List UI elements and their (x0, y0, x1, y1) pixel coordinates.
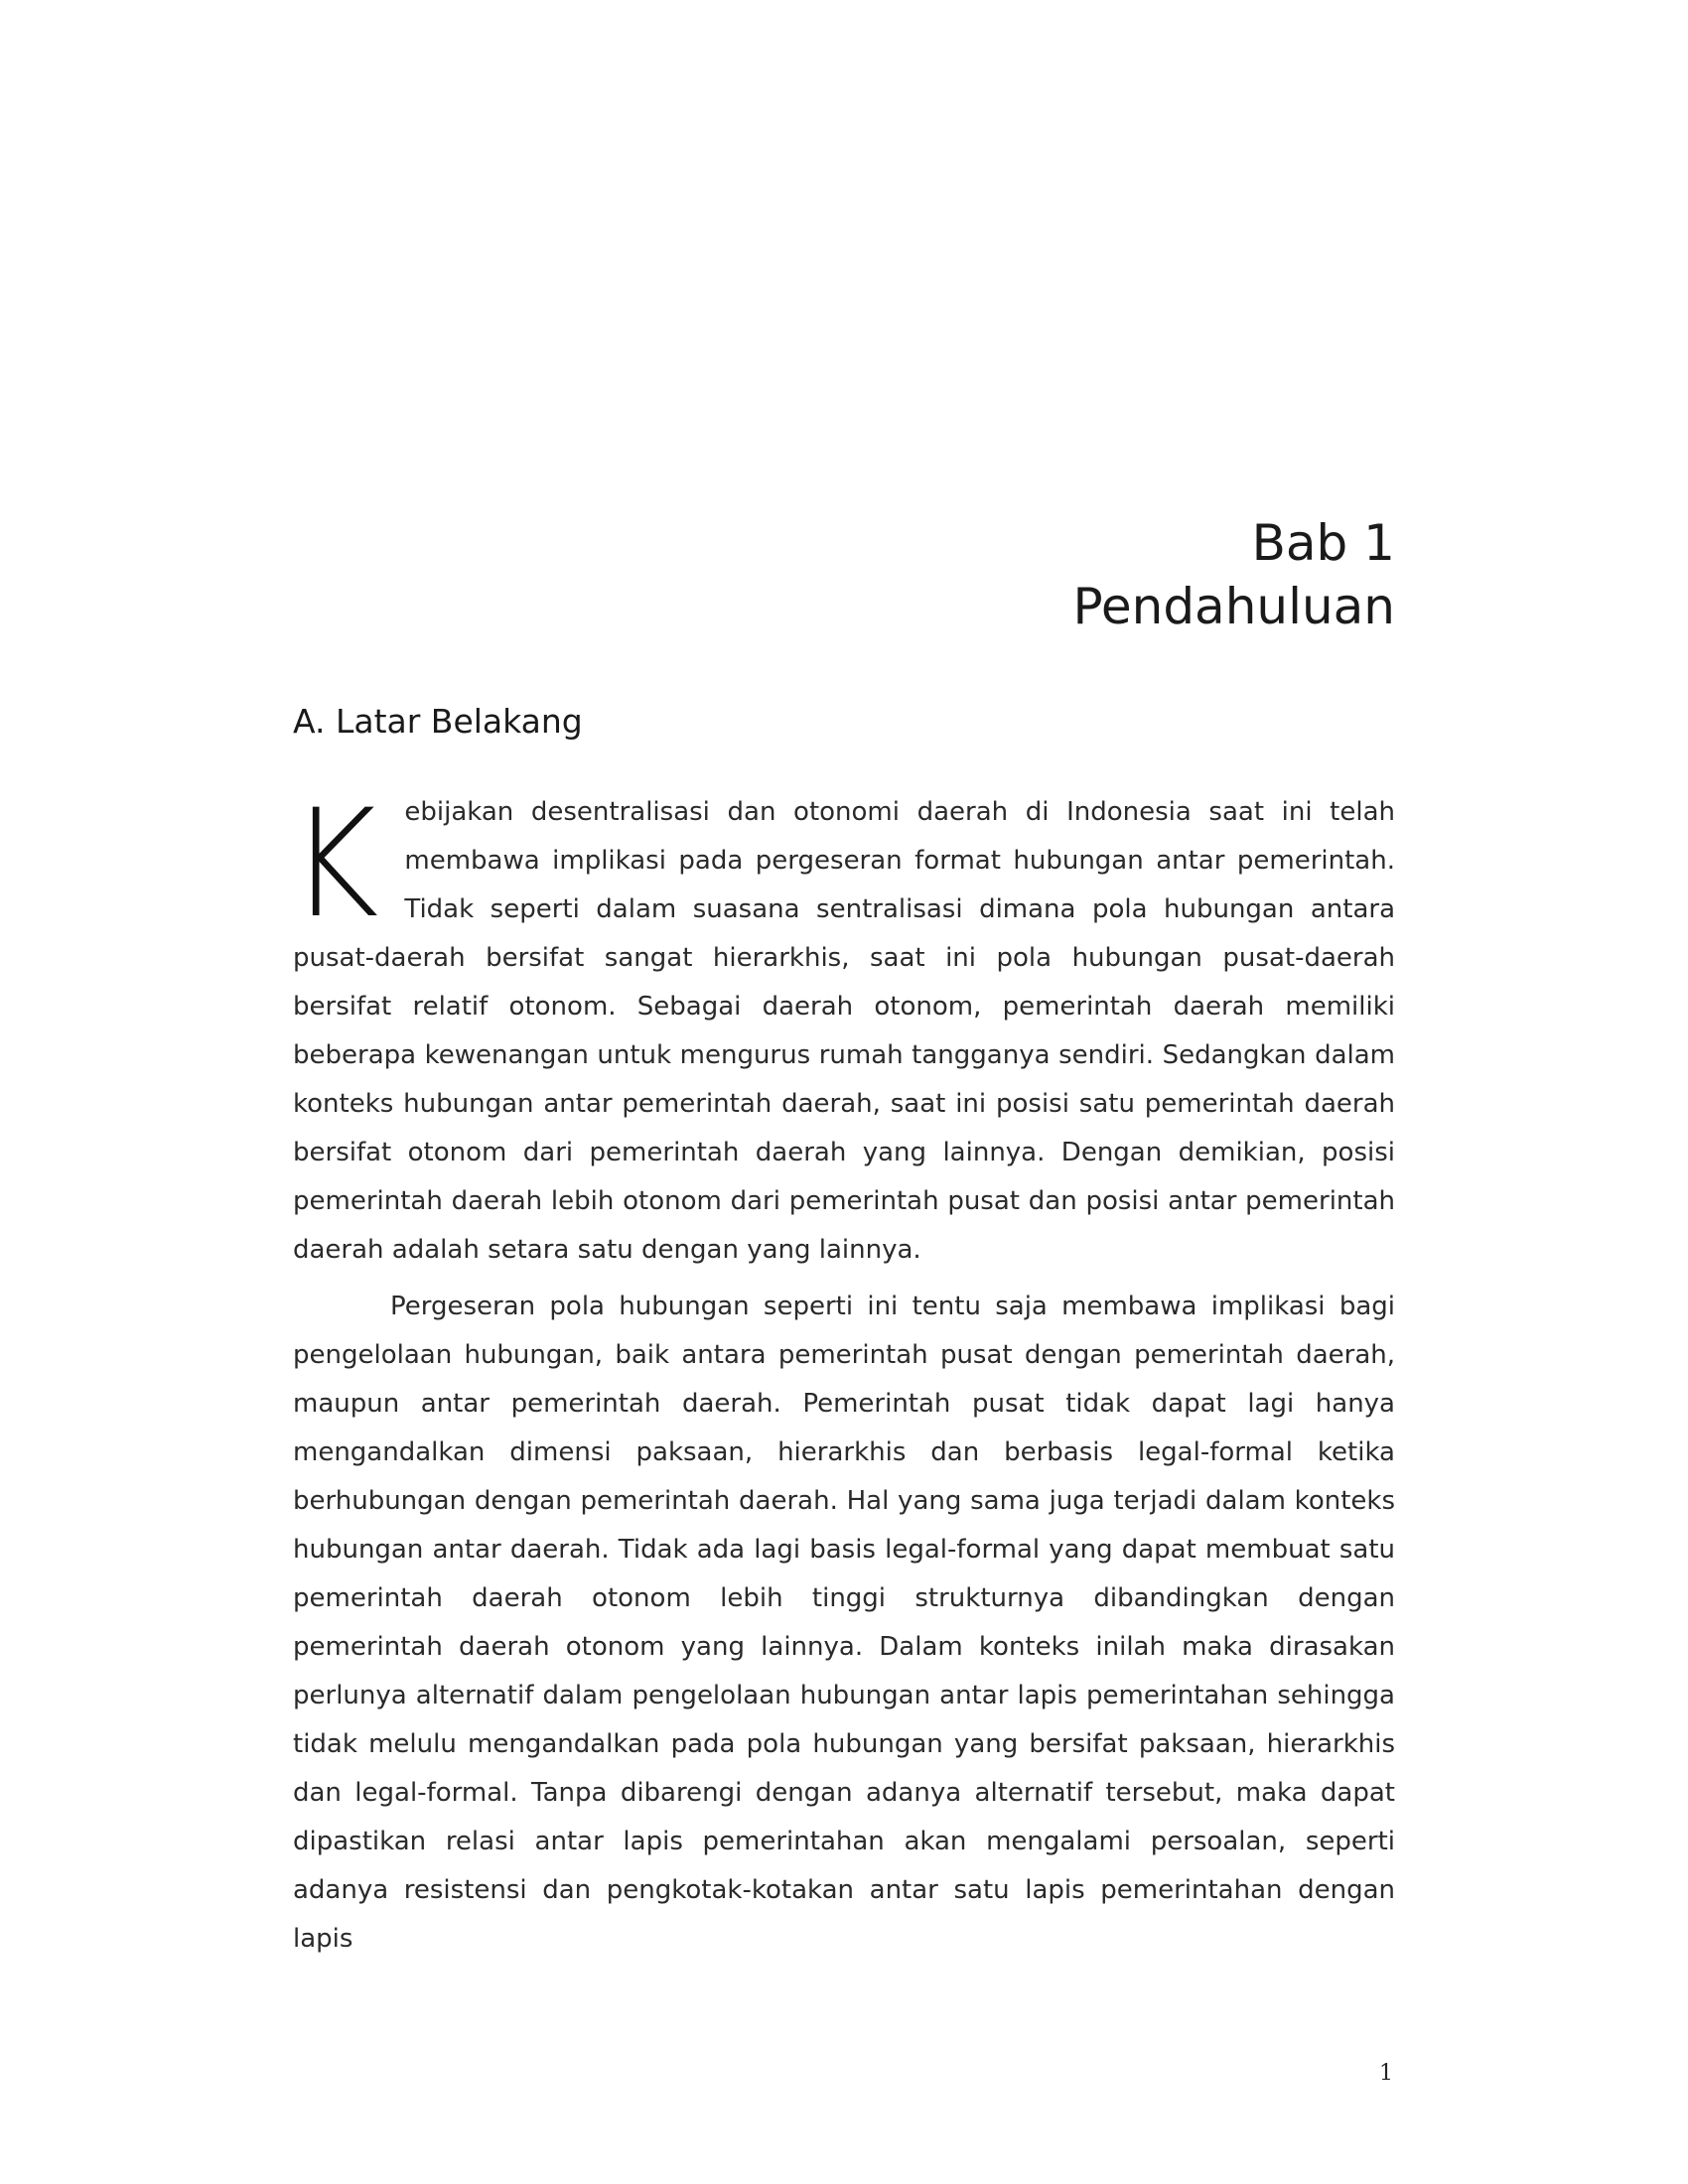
body-text (289, 778, 1395, 1972)
paragraph-2: Pergeseran pola hubungan seperti ini tentu saja membawa implikasi bagi pengelolaan hubungan, baik antara pemerintah pusat dengan pemerintah daerah, maupun antar pemerintah daerah. Pemerintah pusat tidak dapat lagi hanya mengandalkan dimensi paksaan, hierarkhis dan berbasis legal-formal ketika berhubungan dengan pemerintah daerah. Hal yang sama juga terjadi dalam konteks hubungan antar daerah. Tidak ada lagi basis legal-formal yang dapat membuat satu pemerintah daerah otonom lebih tinggi strukturnya dibandingkan dengan pemerintah daerah otonom yang lainnya. Dalam konteks inilah maka dirasakan perlunya alternatif dalam pengelolaan hubungan antar lapis pemerintahan sehingga tidak melulu mengandalkan pada pola hubungan yang bersifat paksaan, hierarkhis dan legal-formal. Tanpa dibarengi dengan adanya alternatif tersebut, maka dapat dipastikan relasi antar lapis pemerintahan akan mengalami persoalan, seperti adanya resistensi dan pengkotak-kotakan antar satu lapis pemerintahan dengan lapis (293, 1292, 1395, 1954)
drop-cap: K (289, 778, 379, 951)
section-heading: A. Latar Belakang (293, 702, 583, 741)
page-number: 1 (1379, 2061, 1393, 2086)
chapter-title: Pendahuluan (1072, 578, 1395, 635)
paragraph-1 (289, 778, 1395, 1275)
chapter-heading (1073, 511, 1396, 638)
chapter-number: Bab 1 (1251, 514, 1395, 572)
paragraph-1-text: ebijakan desentralisasi dan otonomi daerah di Indonesia saat ini telah membawa implikasi pada pergeseran format hubungan antar pemerintah. Tidak seperti dalam suasana sentralisasi dimana pola hubungan antara pusat-daerah bersifat sangat hierarkhis, saat ini pola hubungan pusat-daerah bersifat relatif otonom. Sebagai daerah otonom, pemerintah daerah memiliki beberapa kewenangan untuk mengurus rumah tangganya sendiri. Sedangkan dalam konteks hubungan antar pemerintah daerah, saat ini posisi satu pemerintah daerah bersifat otonom dari pemerintah daerah yang lainnya. Dengan demikian, posisi pemerintah daerah lebih otonom dari pemerintah pusat dan posisi antar pemerintah daerah adalah setara satu dengan yang lainnya. (293, 797, 1395, 1265)
